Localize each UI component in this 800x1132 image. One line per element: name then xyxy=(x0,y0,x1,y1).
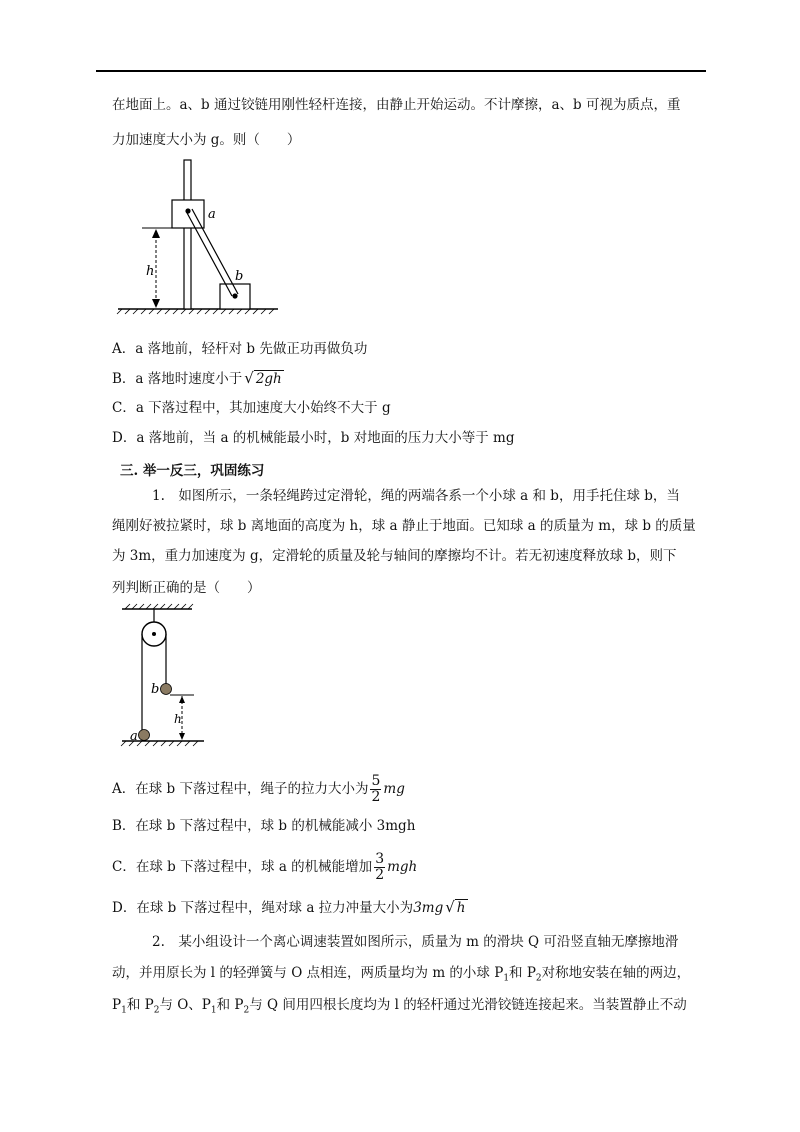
section-heading: 三. 举一反三，巩固练习 xyxy=(120,463,265,479)
q1-option-a-text: A．在球 b 下落过程中，绳子的拉力大小为 xyxy=(112,781,369,797)
fraction-5-2: $\frac{5}{2}$ xyxy=(371,773,381,805)
q1-option-c-unit: mgh xyxy=(387,859,418,875)
option-a: A．a 落地前，轻杆对 b 先做正功再做负功 xyxy=(112,341,368,357)
q2-line-3: $P_1$和 $P_2$与 O、$P_1$和 $P_2$与 Q 间用四根长度均为 l 的轻杆通过光滑铰链连接起来。当装置静止不动 xyxy=(112,997,687,1016)
figure2-label-a: a xyxy=(130,729,138,744)
q2-line-2: 动，并用原长为 l 的轻弹簧与 O 点相连，两质量均为 m 的小球 $P_1$和 $P_2$对称地安装在轴的两边， xyxy=(112,965,691,984)
option-c: C．a 下落过程中，其加速度大小始终不大于 g xyxy=(112,400,391,416)
q1-option-c xyxy=(112,852,417,883)
figure2-label-b: b xyxy=(151,682,160,697)
q1-option-d xyxy=(112,898,468,917)
q1-line-3: 为 3m，重力加速度为 g，定滑轮的质量及轮与轴间的摩擦均不计。若无初速度释放球 b，则下 xyxy=(112,548,677,564)
q1-line-4: 列判断正确的是（ ） xyxy=(112,580,261,596)
q1-option-b: B．在球 b 下落过程中，球 b 的机械能减小 3mgh xyxy=(112,818,416,834)
q2-line-1: 2. 某小组设计一个离心调速装置如图所示，质量为 m 的滑块 Q 可沿竖直轴无摩擦地滑 xyxy=(152,934,679,950)
header-rule xyxy=(96,70,706,72)
sqrt-2gh: √ 2gh xyxy=(244,369,282,387)
figure1-label-h: h xyxy=(146,264,155,279)
figure-rod-blocks xyxy=(112,158,282,318)
option-d: D．a 落地前，当 a 的机械能最小时，b 对地面的压力大小等于 mg xyxy=(112,430,515,446)
figure1-label-a: a xyxy=(208,207,216,222)
q1-line-1: 1. 如图所示，一条轻绳跨过定滑轮，绳的两端各系一个小球 a 和 b，用手托住球 b，当 xyxy=(152,488,680,504)
figure1-label-b: b xyxy=(235,269,244,284)
fraction-3-2: $\frac{3}{2}$ xyxy=(375,851,385,883)
q1-option-a-unit: mg xyxy=(383,781,405,797)
figure-pulley xyxy=(112,600,212,748)
q1-option-c-text: C．在球 b 下落过程中，球 a 的机械能增加 xyxy=(112,859,373,875)
intro-line-2: 力加速度大小为 g。则（ ） xyxy=(112,132,301,148)
intro-line-1: 在地面上。a、b 通过铰链用刚性轻杆连接，由静止开始运动。不计摩擦，a、b 可视为质点，重 xyxy=(112,97,681,113)
sqrt-h: √ h xyxy=(445,898,466,916)
option-b xyxy=(112,369,284,388)
figure2-label-h: h xyxy=(174,712,182,726)
q1-option-d-text: D．在球 b 下落过程中，绳对球 a 拉力冲量大小为 xyxy=(112,900,414,916)
q1-line-2: 绳刚好被拉紧时，球 b 离地面的高度为 h，球 a 静止于地面。已知球 a 的质量为 m，球 b 的质量 xyxy=(112,518,696,534)
q1-option-d-coef: 3mg xyxy=(413,900,444,916)
q1-option-a xyxy=(112,774,405,805)
option-b-text: B．a 落地时速度小于 xyxy=(112,371,243,387)
